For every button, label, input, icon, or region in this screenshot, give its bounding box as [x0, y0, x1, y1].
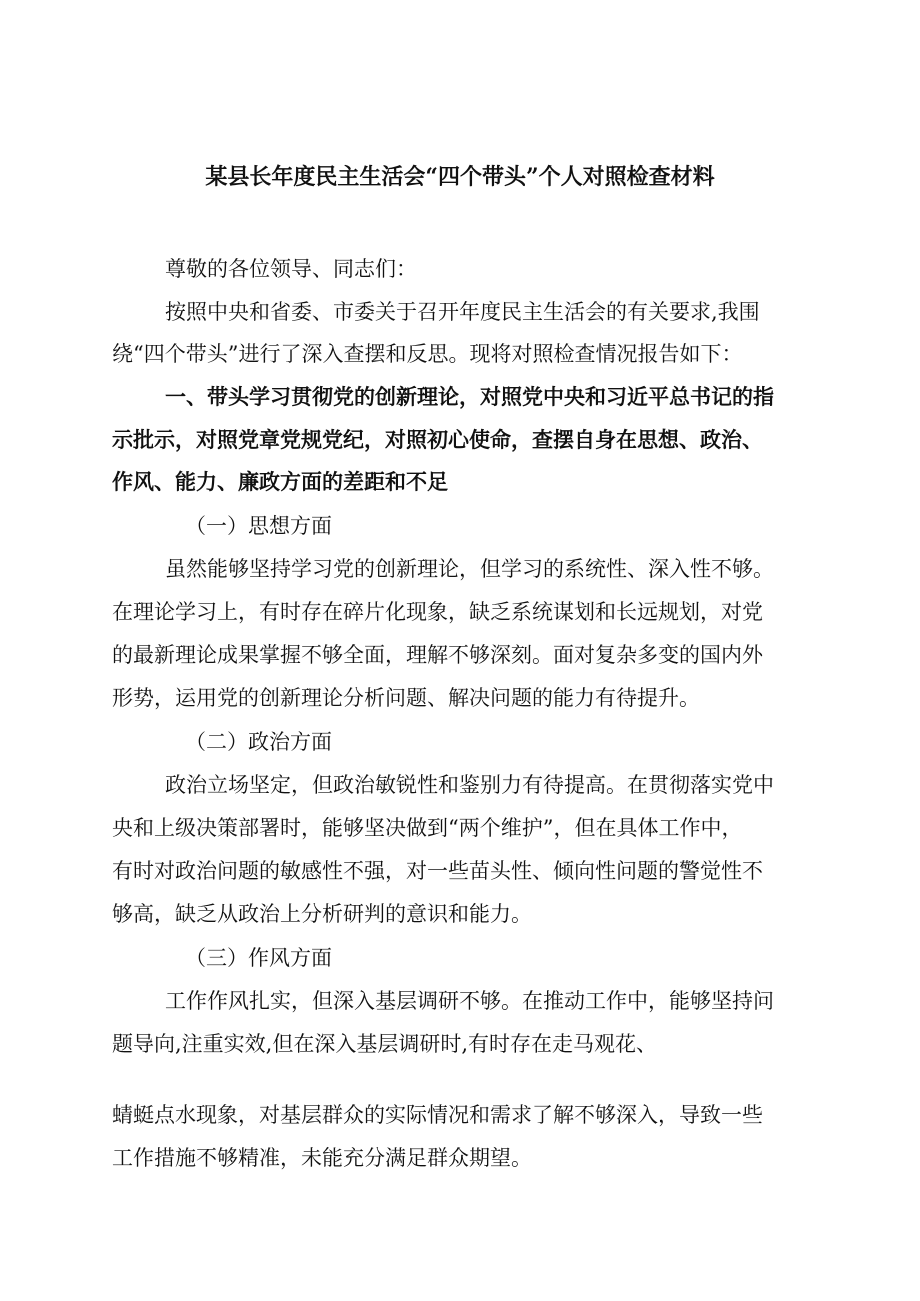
paragraph-line: 形势，运用党的创新理论分析问题、解决问题的能力有待提升。: [112, 686, 700, 710]
intro-line: 按照中央和省委、市委关于召开年度民主生活会的有关要求,我围: [165, 300, 760, 324]
paragraph-line: 题导向,注重实效,但在深入基层调研时,有时存在走马观花、: [112, 1032, 658, 1056]
subsection-heading: （一）思想方面: [185, 514, 332, 538]
paragraph-line: 虽然能够坚持学习党的创新理论，但学习的系统性、深入性不够。: [165, 557, 774, 581]
paragraph-line: 政治立场坚定，但政治敏锐性和鉴别力有待提高。在贯彻落实党中: [165, 773, 774, 797]
salutation: 尊敬的各位领导、同志们：: [165, 257, 417, 281]
paragraph-line: 有时对政治问题的敏感性不强，对一些苗头性、倾向性问题的警觉性不: [112, 859, 763, 883]
section-heading-line: 一、带头学习贯彻党的创新理论，对照党中央和习近平总书记的指: [165, 384, 774, 409]
paragraph-line: 够高，缺乏从政治上分析研判的意识和能力。: [112, 902, 532, 926]
document-title: 某县长年度民主生活会“四个带头”个人对照检查材料: [205, 164, 715, 190]
paragraph-line: 工作措施不够精准，未能充分满足群众期望。: [112, 1146, 532, 1170]
section-heading-line: 示批示，对照党章党规党纪，对照初心使命，查摆自身在思想、政治、: [112, 427, 763, 452]
subsection-heading: （二）政治方面: [185, 730, 332, 754]
paragraph-line: 在理论学习上，有时存在碎片化现象，缺乏系统谋划和长远规划，对党: [112, 600, 763, 624]
paragraph-line: 工作作风扎实，但深入基层调研不够。在推动工作中，能够坚持问: [165, 989, 774, 1013]
section-heading-line: 作风、能力、廉政方面的差距和不足: [112, 469, 448, 494]
paragraph-line: 的最新理论成果掌握不够全面，理解不够深刻。面对复杂多变的国内外: [112, 643, 763, 667]
subsection-heading: （三）作风方面: [185, 946, 332, 970]
paragraph-line: 蜻蜓点水现象，对基层群众的实际情况和需求了解不够深入，导致一些: [112, 1103, 763, 1127]
paragraph-line: 央和上级决策部署时，能够坚决做到“两个维护”，但在具体工作中，: [112, 816, 743, 840]
intro-line: 绕“四个带头”进行了深入查摆和反思。现将对照检查情况报告如下：: [112, 342, 743, 366]
